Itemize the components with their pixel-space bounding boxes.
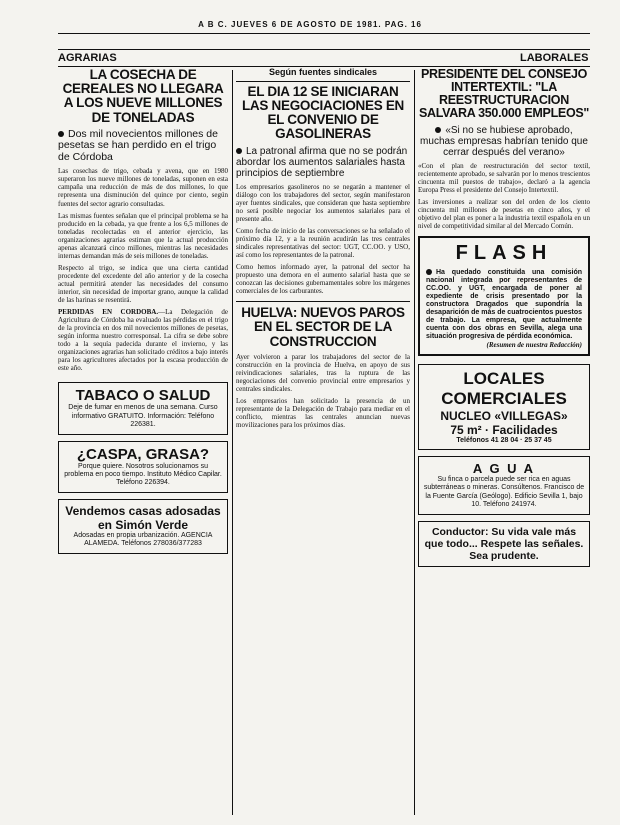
- ad-locales-subtitle: NUCLEO «VILLEGAS»: [440, 408, 568, 423]
- column-divider-1: [232, 70, 233, 815]
- huelva-paragraph: Ayer volvieron a parar los trabajadores del sector de la construcción en la provincia de Huelva, en apoyo de sus reivindicaciones salariales, tras la ruptura de las negociaciones del convenio provincial entre empresarios y centrales sindicales.: [236, 352, 410, 393]
- flash-box: [418, 236, 590, 356]
- story-divider: [236, 301, 410, 302]
- ad-tabaco-title: TABACO O SALUD: [75, 387, 211, 405]
- gas-paragraph: Los empresarios gasolineros no se negarán a mantener el diálogo con los trabajadores del sector, según manifestaron ayer fuentes sindicales, que consideran que hasta septiembre no será posible negociar los aumentos salariales para el presente año.: [236, 182, 410, 223]
- section-laborales: LABORALES: [520, 52, 589, 64]
- top-rule: [58, 33, 590, 34]
- gas-headline: EL DIA 12 SE INICIARAN LAS NEGOCIACIONES EN EL CONVENIO DE GASOLINERAS: [241, 83, 405, 142]
- cereal-paragraph: Respecto al trigo, se indica que una cierta cantidad procedente del excedente del año anterior y de la cosecha actual permitirá atender las necesidades del consumo interior, sin necesidad de importar grano, aunque la calidad de las harinas se resentirá.: [58, 263, 228, 305]
- ad-locales: [418, 364, 590, 450]
- ad-simon-verde: [58, 499, 228, 554]
- bullet-icon: [435, 127, 441, 133]
- ad-conductor: [418, 521, 590, 567]
- section-agrarias: AGRARIAS: [58, 52, 117, 64]
- ad-simon-title: Vendemos casas adosadas en Simón Verde: [65, 503, 221, 532]
- column-divider-2: [414, 70, 415, 815]
- gas-paragraph: Como fecha de inicio de las conversaciones se ha señalado el próximo día 12, y a la reunión acudirán las tres centrales sindicales representativas del sector: UGT, CC.OO. y USO, así como los representantes de la patronal.: [236, 226, 410, 259]
- huelva-headline: HUELVA: NUEVOS PAROS EN EL SECTOR DE LA CONSTRUCCION: [241, 305, 405, 349]
- textil-subhead: «Si no se hubiese aprobado, muchas empresas habrían tenido que cerrar después del verano»: [420, 124, 588, 158]
- cereal-paragraph: Las mismas fuentes señalan que el principal problema se ha producido en la cebada, ya que frente a los 6,5 millones de toneladas recolectadas en el anterior ejercicio, las organizaciones agrarias estiman que la actual producción apenas alcanzará cinco millones, mientras las necesidades internas demandan más de seis millones de toneladas.: [58, 211, 228, 260]
- cereal-headline: LA COSECHA DE CEREALES NO LLEGARA A LOS NUEVE MILLONES DE TONELADAS: [62, 68, 224, 125]
- huelva-paragraph: Los empresarios han solicitado la presencia de un representante de la Delegación de Trabajo para mediar en el conflicto, mientras las centrales anuncian nuevas movilizaciones para los próximos días.: [236, 396, 410, 430]
- cereal-paragraph: Las cosechas de trigo, cebada y avena, que en 1980 superaron los nueve millones de toneladas, suponen en esta campaña una reducción de más de dos millones, lo que representa una disminución del quince por ciento, según fuentes del sector agrario consultadas.: [58, 167, 228, 208]
- ad-caspa-title: ¿CASPA, GRASA?: [76, 445, 210, 463]
- ad-agua-text: Su finca o parcela puede ser rica en aguas subterráneas o mineras. Consúltenos. Francisco de la Fuente García (Geólogo). Edificio Sevilla 1, bajo 10. Teléfono 241974.: [423, 476, 585, 509]
- flash-signature: (Resumen de nuestra Redacción): [486, 341, 582, 350]
- ad-agua-title: A G U A: [472, 461, 536, 477]
- gas-kicker: Según fuentes sindicales: [268, 68, 378, 77]
- ad-conductor-text: Conductor: Su vida vale más que todo... Respete las señales. Sea prudente.: [424, 525, 584, 562]
- flash-title: FLASH: [455, 241, 553, 264]
- ad-tabaco-text: Deje de fumar en menos de una semana. Curso informativo GRATUITO. Información: Teléfono 226381.: [68, 404, 218, 429]
- bullet-icon: [236, 148, 242, 154]
- textil-headline: PRESIDENTE DEL CONSEJO INTERTEXTIL: "LA REESTRUCTURACION SALVARA 350.000 EMPLEOS": [418, 68, 590, 121]
- textil-paragraph: Las inversiones a realizar son del orden de los ciento cincuenta mil millones de pesetas en cinco años, y el objetivo del plan es poner a la industria textil española en un nivel de competitividad similar al del Mercado Común.: [418, 197, 590, 230]
- flash-text: Ha quedado constituida una comisión nacional integrada por representantes de CC.OO. y UGT, encargada de poner al expediente de crisis presentado por la constructora Dragados que supondría la desaparición de más de cuatrocientos puestos de trabajo. La empresa, que actualmente cuenta con dos obras en Sevilla, alega una situación progresiva de pérdida económica.: [426, 268, 582, 341]
- ad-caspa: [58, 441, 228, 493]
- column-laborales: [418, 68, 590, 813]
- gas-paragraph: Como hemos informado ayer, la patronal del sector ha propuesto una demora en el aumento salarial hasta que se conozcan las decisiones gubernamentales sobre los márgenes comerciales de los carburantes.: [236, 263, 410, 296]
- section-underline: [58, 66, 590, 67]
- running-head: A B C. JUEVES 6 DE AGOSTO DE 1981. PAG. 16: [198, 20, 422, 29]
- column-gasolineras: [236, 68, 410, 813]
- column-agrarias: [58, 68, 228, 813]
- textil-paragraph: «Con el plan de reestructuración del sector textil, recientemente aprobado, se salvarán por lo menos trescientos cincuenta mil puestos de trabajo», declaró a la agencia Europa Press el presidente del Consejo Intertextil.: [418, 161, 590, 194]
- cordoba-lead: PERDIDAS EN CORDOBA.: [58, 308, 159, 317]
- bullet-icon: [58, 131, 64, 137]
- kicker-rule: [236, 81, 410, 82]
- ad-locales-title: LOCALES COMERCIALES: [441, 368, 567, 408]
- gas-subhead: La patronal afirma que no se podrán abordar los aumentos salariales hasta principios de septiembre: [236, 145, 408, 179]
- ad-caspa-text: Porque quiere. Nosotros solucionamos su problema en poco tiempo. Instituto Médico Capilar. Teléfono 226394.: [64, 462, 222, 487]
- ad-locales-phones: Teléfonos 41 28 04 · 25 37 45: [456, 436, 552, 444]
- bullet-icon: [426, 269, 432, 275]
- cereal-subhead: Dos mil novecientos millones de pesetas se han perdido en el trigo de Córdoba: [58, 127, 218, 163]
- ad-locales-price: 75 m² · Facilidades: [450, 422, 558, 437]
- cordoba-paragraph: PERDIDAS EN CORDOBA.—La Delegación de Agricultura de Córdoba ha evaluado las pérdidas en el trigo de la provincia en dos mil novecientos millones de pesetas, según informa nuestro corresponsal. La cifra se debe sobre todo a la sequía padecida durante el invierno, y las organizaciones agrarias han solicitado créditos a bajo interés para los agricultores afectados por la escasa producción de este año.: [58, 308, 228, 373]
- section-rule: [58, 49, 590, 50]
- ad-simon-text: Adosadas en propia urbanización. AGENCIA ALAMEDA. Teléfonos 278036/377283: [73, 531, 213, 548]
- ad-tabaco: [58, 382, 228, 434]
- ad-agua: [418, 456, 590, 515]
